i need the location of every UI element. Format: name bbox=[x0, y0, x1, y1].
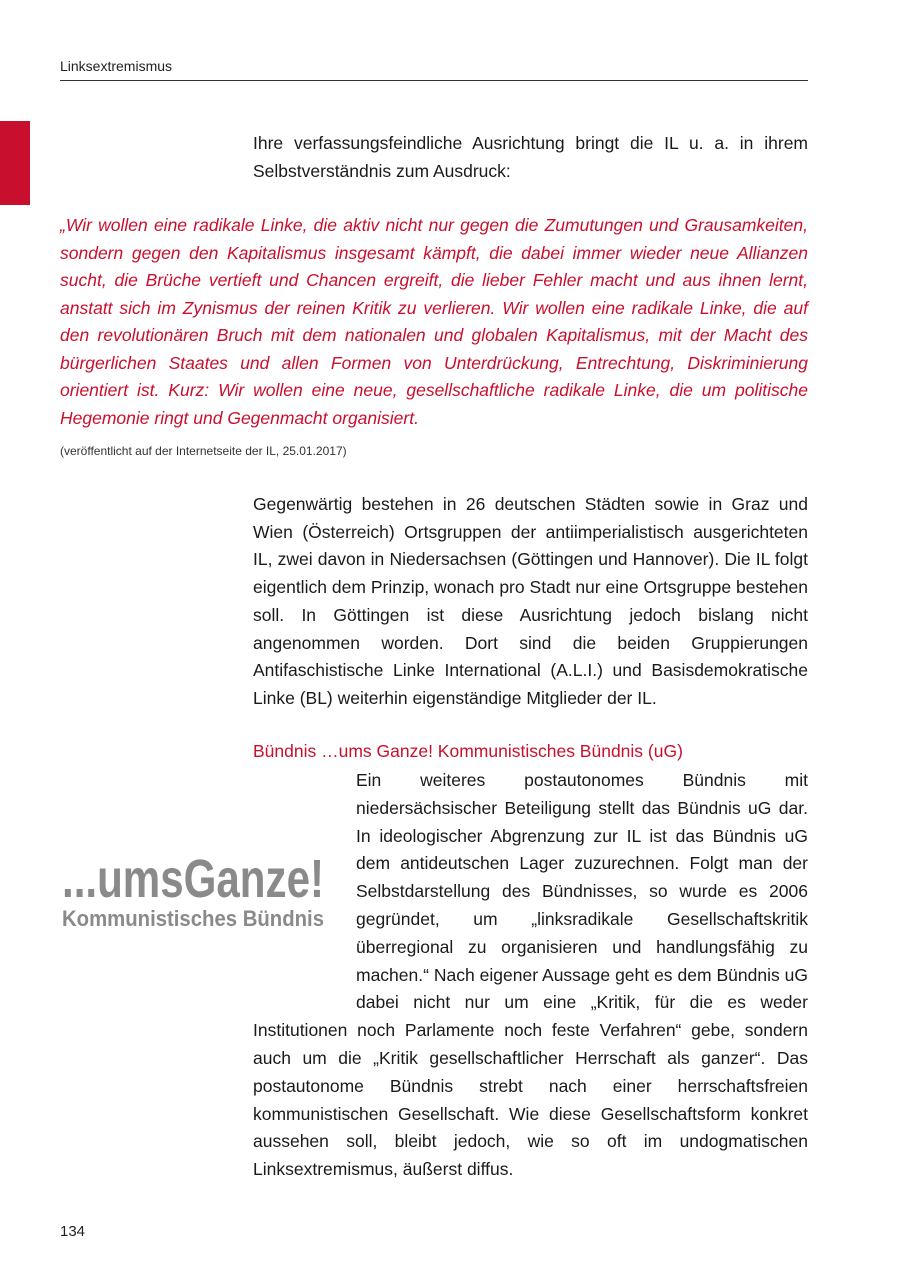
umsganze-logo bbox=[60, 840, 328, 932]
body-paragraph: Gegenwärtig bestehen in 26 deutschen Städten sowie in Graz und Wien (Österreich) Ortsgruppen der antiimperialistisch ausgerichteten IL, zwei davon in Niedersachsen (Göttingen und Hannover). Die IL folgt eigentlich dem Prinzip, wonach pro Stadt nur eine Ortsgruppe bestehen soll. In Göttingen ist diese Ausrichtung jedoch bislang nicht angenommen worden. Dort sind die beiden Gruppierungen Antifaschistische Linke International (A.L.I.) und Basisdemokratische Linke (BL) weiterhin eigenständige Mitglieder der IL. bbox=[253, 494, 808, 708]
section-body bbox=[253, 767, 808, 1184]
logo-main-text: ...umsGanze! bbox=[62, 849, 324, 909]
section-heading: Bündnis …ums Ganze! Kommunistisches Bündnis (uG) bbox=[253, 741, 683, 761]
quote-source: (veröffentlicht auf der Internetseite der IL, 25.01.2017) bbox=[60, 444, 347, 458]
section-body-text: Ein weiteres postautonomes Bündnis mit niedersächsischer Beteiligung stellt das Bündnis uG dar. In ideologischer Abgrenzung zur IL ist das Bündnis uG dem antideutschen Lager zuzurechnen. Folgt man der Selbstdarstellung des Bündnisses, so wurde es 2006 gegründet, um „linksradikale Gesellschaftskritik überregional zu organisieren und handlungsfähig zu machen.“ Nach eigener Aussage geht es dem Bündnis uG dabei nicht nur um eine „Kritik, für die es weder Institutionen noch Parlamente noch feste Verfahren“ gebe, sondern auch um die „Kritik gesellschaftlicher Herrschaft als ganzer“. Das postautonome Bündnis strebt nach einer herrschaftsfreien kommunistischen Gesellschaft. Wie diese Gesellschaftsform konkret aussehen soll, bleibt jedoch, wie so oft im undogmatischen Linksextremismus, äußerst diffus. bbox=[253, 770, 808, 1180]
header-divider bbox=[60, 80, 808, 81]
chapter-marker-tab bbox=[0, 121, 30, 205]
logo-sub-text: Kommunistisches Bündnis bbox=[62, 906, 324, 931]
intro-text: Ihre verfassungsfeindliche Ausrichtung bringt die IL u. a. in ihrem Selbstverständnis zum Ausdruck: bbox=[253, 133, 808, 181]
umsganze-logo-image bbox=[60, 840, 328, 932]
running-header: Linksextremismus bbox=[60, 58, 173, 74]
page-number: 134 bbox=[60, 1223, 86, 1240]
quote-block: „Wir wollen eine radikale Linke, die aktiv nicht nur gegen die Zumutungen und Grausamkeiten, sondern gegen den Kapitalismus insgesamt kämpft, die dabei immer wieder neue Allianzen sucht, die Brüche vertieft und Chancen ergreift, die lieber Fehler macht und aus ihnen lernt, anstatt sich im Zynismus der reinen Kritik zu verlieren. Wir wollen eine radikale Linke, die auf den revolutionären Bruch mit dem nationalen und globalen Kapitalismus, mit der Macht des bürgerlichen Staates und allen Formen von Unterdrückung, Entrechtung, Diskriminierung orientiert ist. Kurz: Wir wollen eine neue, gesellschaftliche radikale Linke, die um politische Hegemonie ringt und Gegenmacht organisiert. bbox=[60, 215, 808, 428]
